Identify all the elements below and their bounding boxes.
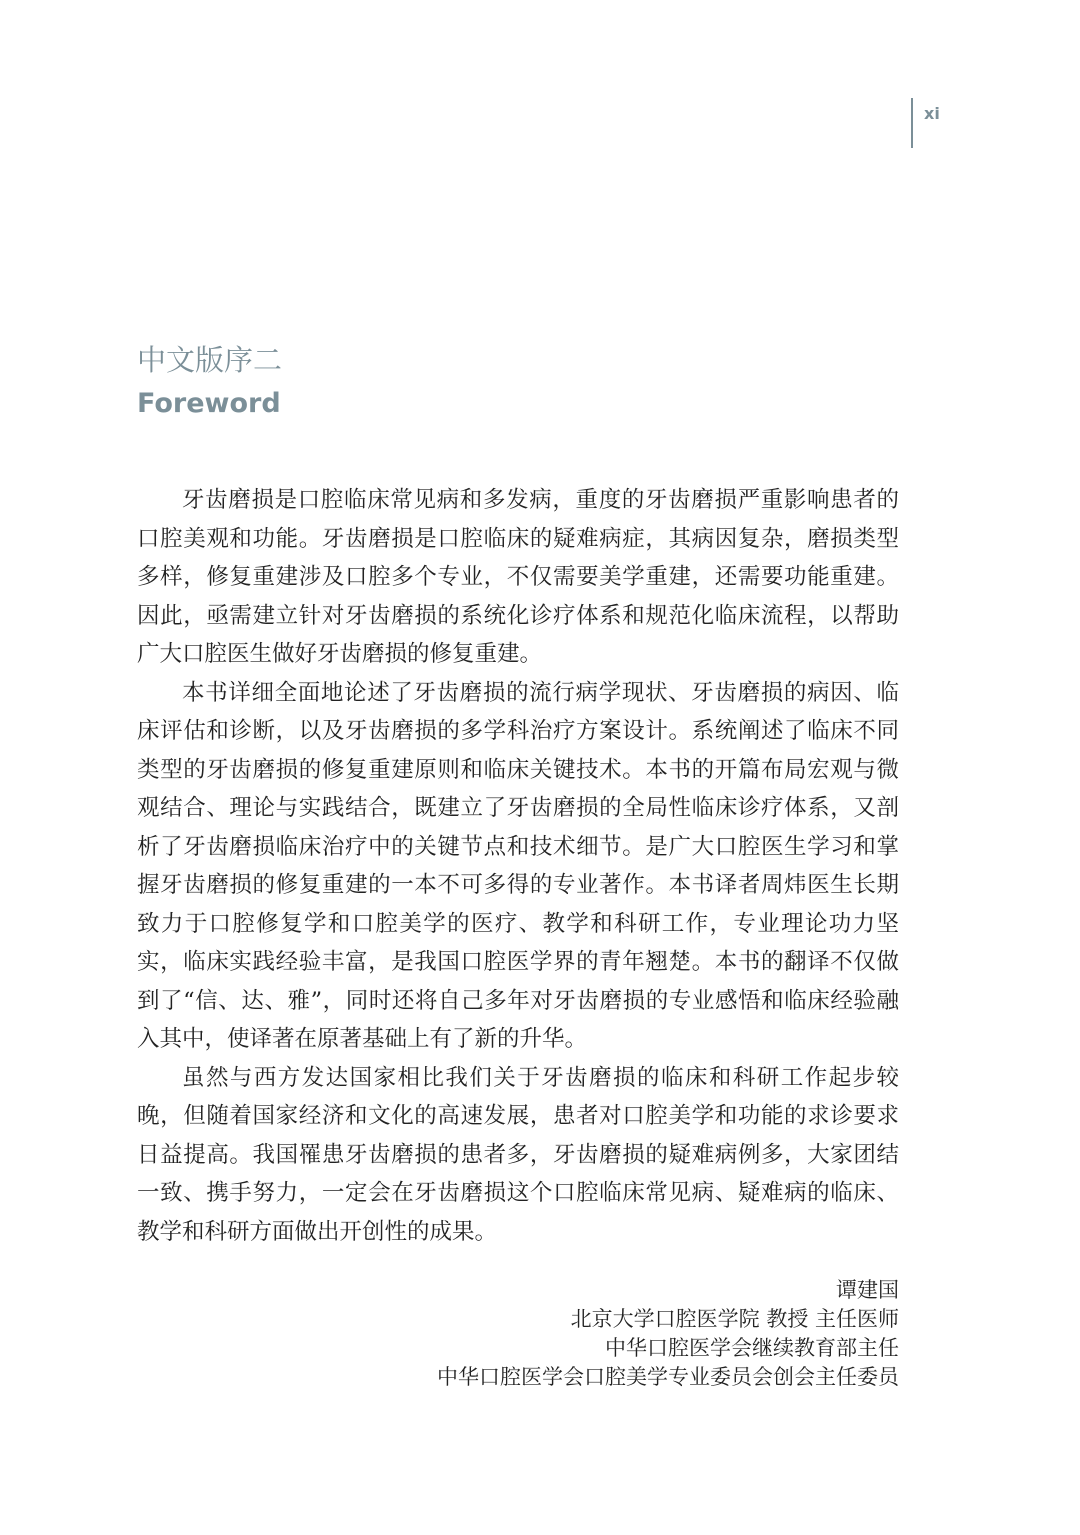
chapter-subtitle: Foreword [137, 388, 281, 419]
paragraph-1: 牙齿磨损是口腔临床常见病和多发病，重度的牙齿磨损严重影响患者的口腔美观和功能。牙齿磨损是口腔临床的疑难病症，其病因复杂，磨损类型多样，修复重建涉及口腔多个专业，不仅需要美学重建，还需要功能重建。因此，亟需建立针对牙齿磨损的系统化诊疗体系和规范化临床流程，以帮助广大口腔医生做好牙齿磨损的修复重建。 [137, 487, 899, 667]
chapter-title: 中文版序二 [137, 343, 283, 377]
signature-block [437, 1276, 899, 1392]
page-number-rule [911, 98, 913, 148]
signature-affiliation-2: 中华口腔医学会继续教育部主任 [605, 1336, 899, 1360]
body-text [137, 481, 899, 1251]
page-number: xi [924, 104, 940, 123]
signature-affiliation-3: 中华口腔医学会口腔美学专业委员会创会主任委员 [437, 1365, 899, 1389]
paragraph-3: 虽然与西方发达国家相比我们关于牙齿磨损的临床和科研工作起步较晚，但随着国家经济和文化的高速发展，患者对口腔美学和功能的求诊要求日益提高。我国罹患牙齿磨损的患者多，牙齿磨损的疑难病例多，大家团结一致、携手努力，一定会在牙齿磨损这个口腔临床常见病、疑难病的临床、教学和科研方面做出开创性的成果。 [137, 1064, 899, 1245]
paragraph-2: 本书详细全面地论述了牙齿磨损的流行病学现状、牙齿磨损的病因、临床评估和诊断，以及牙齿磨损的多学科治疗方案设计。系统阐述了临床不同类型的牙齿磨损的修复重建原则和临床关键技术。本书的开篇布局宏观与微观结合、理论与实践结合，既建立了牙齿磨损的全局性临床诊疗体系，又剖析了牙齿磨损临床治疗中的关键节点和技术细节。是广大口腔医生学习和掌握牙齿磨损的修复重建的一本不可多得的专业著作。本书译者周炜医生长期致力于口腔修复学和口腔美学的医疗、教学和科研工作，专业理论功力坚实，临床实践经验丰富，是我国口腔医学界的青年翘楚。本书的翻译不仅做到了“信、达、雅”，同时还将自己多年对牙齿磨损的专业感悟和临床经验融入其中，使译著在原著基础上有了新的升华。 [137, 679, 899, 1052]
signature-name: 谭建国 [836, 1278, 899, 1302]
signature-affiliation-1: 北京大学口腔医学院 教授 主任医师 [570, 1307, 899, 1331]
